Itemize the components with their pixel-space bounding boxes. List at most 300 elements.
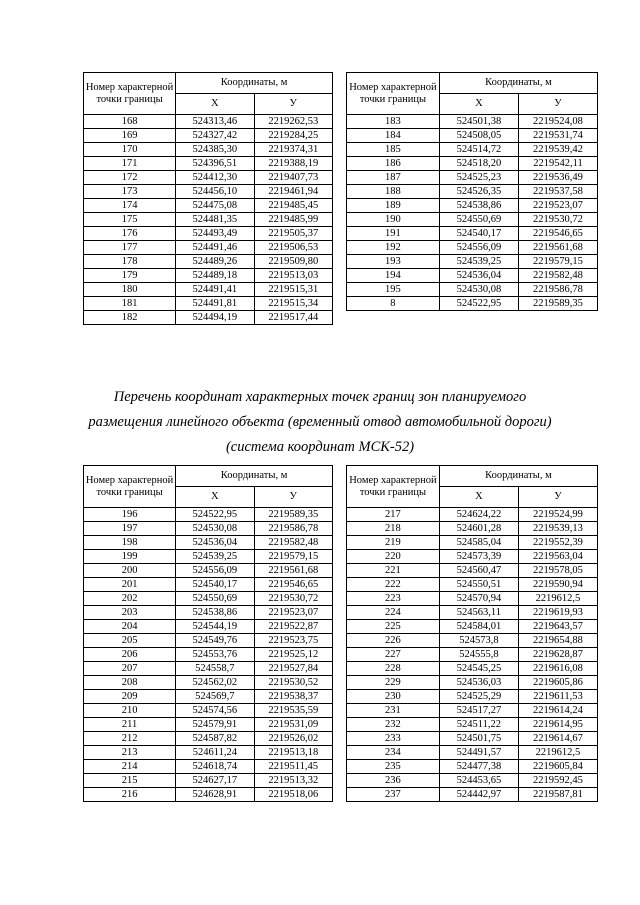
point-number-cell: 179 xyxy=(84,269,176,283)
point-number-cell: 237 xyxy=(347,788,440,802)
x-coordinate-cell: 524536,04 xyxy=(176,536,254,550)
point-number-cell: 216 xyxy=(84,788,176,802)
y-coordinate-cell: 2219587,81 xyxy=(518,788,597,802)
table-row xyxy=(84,774,333,788)
table-row xyxy=(84,283,333,297)
y-coordinate-cell: 2219589,35 xyxy=(254,508,332,522)
point-number-cell: 191 xyxy=(347,227,440,241)
point-number-cell: 229 xyxy=(347,676,440,690)
point-number-header: Номер характерной точки границы xyxy=(347,466,440,508)
y-coordinate-cell: 2219527,84 xyxy=(254,662,332,676)
point-number-cell: 213 xyxy=(84,746,176,760)
x-coordinate-cell: 524501,38 xyxy=(439,115,518,129)
point-number-cell: 197 xyxy=(84,522,176,536)
x-coordinate-cell: 524536,03 xyxy=(439,676,518,690)
table-row xyxy=(84,746,333,760)
x-coordinate-cell: 524494,19 xyxy=(176,311,254,325)
section-heading-line-2: размещения линейного объекта (временный отвод автомобильной дороги) xyxy=(88,414,552,430)
y-header: У xyxy=(518,487,597,508)
y-coordinate-cell: 2219485,45 xyxy=(254,199,332,213)
x-coordinate-cell: 524514,72 xyxy=(439,143,518,157)
y-coordinate-cell: 2219531,74 xyxy=(518,129,597,143)
point-number-cell: 214 xyxy=(84,760,176,774)
y-coordinate-cell: 2219515,34 xyxy=(254,297,332,311)
table-row xyxy=(84,227,333,241)
point-number-cell: 169 xyxy=(84,129,176,143)
y-coordinate-cell: 2219586,78 xyxy=(254,522,332,536)
point-number-cell: 187 xyxy=(347,171,440,185)
point-number-cell: 232 xyxy=(347,718,440,732)
point-number-cell: 180 xyxy=(84,283,176,297)
point-number-cell: 195 xyxy=(347,283,440,297)
y-coordinate-cell: 2219542,11 xyxy=(518,157,597,171)
x-coordinate-cell: 524611,24 xyxy=(176,746,254,760)
point-number-cell: 231 xyxy=(347,704,440,718)
x-coordinate-cell: 524481,35 xyxy=(176,213,254,227)
point-number-cell: 171 xyxy=(84,157,176,171)
x-coordinate-cell: 524618,74 xyxy=(176,760,254,774)
table-row xyxy=(347,227,598,241)
y-coordinate-cell: 2219563,04 xyxy=(518,550,597,564)
table-row xyxy=(84,199,333,213)
x-coordinate-cell: 524489,26 xyxy=(176,255,254,269)
x-coordinate-cell: 524530,08 xyxy=(176,522,254,536)
y-coordinate-cell: 2219579,15 xyxy=(254,550,332,564)
y-coordinate-cell: 2219536,49 xyxy=(518,171,597,185)
x-coordinate-cell: 524553,76 xyxy=(176,648,254,662)
y-coordinate-cell: 2219579,15 xyxy=(518,255,597,269)
point-number-cell: 225 xyxy=(347,620,440,634)
point-number-cell: 222 xyxy=(347,578,440,592)
table-row xyxy=(347,129,598,143)
point-number-cell: 175 xyxy=(84,213,176,227)
table-row xyxy=(84,311,333,325)
point-number-cell: 177 xyxy=(84,241,176,255)
x-coordinate-cell: 524573,39 xyxy=(439,550,518,564)
y-coordinate-cell: 2219524,99 xyxy=(518,508,597,522)
table-row xyxy=(84,648,333,662)
table-row xyxy=(84,704,333,718)
point-number-cell: 202 xyxy=(84,592,176,606)
table-row xyxy=(347,732,598,746)
x-coordinate-cell: 524560,47 xyxy=(439,564,518,578)
table-row xyxy=(84,760,333,774)
point-number-cell: 206 xyxy=(84,648,176,662)
point-number-cell: 236 xyxy=(347,774,440,788)
y-coordinate-cell: 2219505,37 xyxy=(254,227,332,241)
y-coordinate-cell: 2219374,31 xyxy=(254,143,332,157)
table-row xyxy=(84,620,333,634)
table-row xyxy=(84,592,333,606)
x-coordinate-cell: 524540,17 xyxy=(439,227,518,241)
x-coordinate-cell: 524562,02 xyxy=(176,676,254,690)
coordinates-header: Координаты, м xyxy=(439,73,597,94)
table-row xyxy=(84,634,333,648)
table-row xyxy=(347,508,598,522)
point-number-header: Номер характерной точки границы xyxy=(84,466,176,508)
point-number-cell: 190 xyxy=(347,213,440,227)
point-number-cell: 234 xyxy=(347,746,440,760)
table-row xyxy=(84,129,333,143)
table-row xyxy=(347,171,598,185)
table-row xyxy=(347,592,598,606)
coordinates-header: Координаты, м xyxy=(439,466,597,487)
x-coordinate-cell: 524550,69 xyxy=(439,213,518,227)
x-coordinate-cell: 524563,11 xyxy=(439,606,518,620)
y-coordinate-cell: 2219589,35 xyxy=(518,297,597,311)
y-coordinate-cell: 2219590,94 xyxy=(518,578,597,592)
x-coordinate-cell: 524628,91 xyxy=(176,788,254,802)
point-number-cell: 212 xyxy=(84,732,176,746)
y-coordinate-cell: 2219513,32 xyxy=(254,774,332,788)
y-coordinate-cell: 2219517,44 xyxy=(254,311,332,325)
y-coordinate-cell: 2219552,39 xyxy=(518,536,597,550)
x-coordinate-cell: 524558,7 xyxy=(176,662,254,676)
point-number-cell: 198 xyxy=(84,536,176,550)
y-coordinate-cell: 2219523,07 xyxy=(254,606,332,620)
point-number-cell: 220 xyxy=(347,550,440,564)
y-coordinate-cell: 2219539,13 xyxy=(518,522,597,536)
point-number-cell: 192 xyxy=(347,241,440,255)
table-row xyxy=(347,550,598,564)
x-coordinate-cell: 524522,95 xyxy=(176,508,254,522)
table-row xyxy=(84,788,333,802)
x-coordinate-cell: 524624,22 xyxy=(439,508,518,522)
y-coordinate-cell: 2219539,42 xyxy=(518,143,597,157)
x-coordinate-cell: 524556,09 xyxy=(176,564,254,578)
y-coordinate-cell: 2219523,75 xyxy=(254,634,332,648)
y-coordinate-cell: 2219605,86 xyxy=(518,676,597,690)
table-row xyxy=(347,578,598,592)
table-row xyxy=(347,746,598,760)
table-row xyxy=(84,578,333,592)
x-coordinate-cell: 524526,35 xyxy=(439,185,518,199)
table-row xyxy=(347,662,598,676)
table-row xyxy=(347,157,598,171)
table-row xyxy=(84,115,333,129)
x-coordinate-cell: 524477,38 xyxy=(439,760,518,774)
y-coordinate-cell: 2219284,25 xyxy=(254,129,332,143)
point-number-cell: 178 xyxy=(84,255,176,269)
y-coordinate-cell: 2219611,53 xyxy=(518,690,597,704)
point-number-cell: 230 xyxy=(347,690,440,704)
x-header: X xyxy=(176,94,254,115)
x-coordinate-cell: 524525,29 xyxy=(439,690,518,704)
x-coordinate-cell: 524412,30 xyxy=(176,171,254,185)
x-coordinate-cell: 524584,01 xyxy=(439,620,518,634)
x-coordinate-cell: 524570,94 xyxy=(439,592,518,606)
x-coordinate-cell: 524530,08 xyxy=(439,283,518,297)
table-header-row xyxy=(84,466,333,487)
point-number-cell: 172 xyxy=(84,171,176,185)
point-number-cell: 173 xyxy=(84,185,176,199)
x-coordinate-cell: 524539,25 xyxy=(176,550,254,564)
table-row xyxy=(84,732,333,746)
y-coordinate-cell: 2219485,99 xyxy=(254,213,332,227)
x-coordinate-cell: 524573,8 xyxy=(439,634,518,648)
x-coordinate-cell: 524525,23 xyxy=(439,171,518,185)
x-coordinate-cell: 524556,09 xyxy=(439,241,518,255)
point-number-cell: 223 xyxy=(347,592,440,606)
x-coordinate-cell: 524579,91 xyxy=(176,718,254,732)
x-coordinate-cell: 524385,30 xyxy=(176,143,254,157)
table-row xyxy=(84,297,333,311)
table-row xyxy=(84,662,333,676)
x-coordinate-cell: 524550,69 xyxy=(176,592,254,606)
x-coordinate-cell: 524489,18 xyxy=(176,269,254,283)
point-number-cell: 182 xyxy=(84,311,176,325)
y-coordinate-cell: 2219407,73 xyxy=(254,171,332,185)
y-coordinate-cell: 2219526,02 xyxy=(254,732,332,746)
x-coordinate-cell: 524508,05 xyxy=(439,129,518,143)
table-row xyxy=(347,690,598,704)
x-coordinate-cell: 524550,51 xyxy=(439,578,518,592)
table-row xyxy=(347,704,598,718)
y-coordinate-cell: 2219616,08 xyxy=(518,662,597,676)
point-number-cell: 227 xyxy=(347,648,440,662)
y-coordinate-cell: 2219619,93 xyxy=(518,606,597,620)
x-coordinate-cell: 524518,20 xyxy=(439,157,518,171)
point-number-cell: 199 xyxy=(84,550,176,564)
table-row xyxy=(347,115,598,129)
point-number-cell: 184 xyxy=(347,129,440,143)
x-coordinate-cell: 524491,41 xyxy=(176,283,254,297)
table-row xyxy=(347,185,598,199)
table-row xyxy=(347,199,598,213)
y-coordinate-cell: 2219612,5 xyxy=(518,592,597,606)
point-number-cell: 221 xyxy=(347,564,440,578)
point-number-cell: 193 xyxy=(347,255,440,269)
table-row xyxy=(84,143,333,157)
point-number-cell: 168 xyxy=(84,115,176,129)
y-header: У xyxy=(254,487,332,508)
point-number-cell: 208 xyxy=(84,676,176,690)
x-coordinate-cell: 524453,65 xyxy=(439,774,518,788)
x-coordinate-cell: 524493,49 xyxy=(176,227,254,241)
y-coordinate-cell: 2219592,45 xyxy=(518,774,597,788)
y-coordinate-cell: 2219531,09 xyxy=(254,718,332,732)
point-number-cell: 194 xyxy=(347,269,440,283)
y-header: У xyxy=(254,94,332,115)
y-coordinate-cell: 2219561,68 xyxy=(254,564,332,578)
table-row xyxy=(84,508,333,522)
x-coordinate-cell: 524538,86 xyxy=(176,606,254,620)
point-number-cell: 226 xyxy=(347,634,440,648)
table-row xyxy=(347,620,598,634)
x-coordinate-cell: 524396,51 xyxy=(176,157,254,171)
point-number-cell: 189 xyxy=(347,199,440,213)
x-coordinate-cell: 524569,7 xyxy=(176,690,254,704)
point-number-cell: 203 xyxy=(84,606,176,620)
table-row xyxy=(84,676,333,690)
table-row xyxy=(84,718,333,732)
table-row xyxy=(347,269,598,283)
x-header: X xyxy=(439,94,518,115)
point-number-cell: 211 xyxy=(84,718,176,732)
point-number-cell: 174 xyxy=(84,199,176,213)
x-coordinate-cell: 524627,17 xyxy=(176,774,254,788)
point-number-header: Номер характерной точки границы xyxy=(84,73,176,115)
y-coordinate-cell: 2219513,18 xyxy=(254,746,332,760)
y-coordinate-cell: 2219614,24 xyxy=(518,704,597,718)
y-coordinate-cell: 2219515,31 xyxy=(254,283,332,297)
table-row xyxy=(84,522,333,536)
point-number-cell: 218 xyxy=(347,522,440,536)
x-coordinate-cell: 524585,04 xyxy=(439,536,518,550)
coordinates-header: Координаты, м xyxy=(176,73,333,94)
x-header: X xyxy=(439,487,518,508)
table-row xyxy=(347,774,598,788)
table-row xyxy=(84,550,333,564)
x-coordinate-cell: 524491,57 xyxy=(439,746,518,760)
x-coordinate-cell: 524601,28 xyxy=(439,522,518,536)
point-number-cell: 215 xyxy=(84,774,176,788)
coordinates-table-2 xyxy=(346,72,598,311)
x-coordinate-cell: 524475,08 xyxy=(176,199,254,213)
x-coordinate-cell: 524517,27 xyxy=(439,704,518,718)
y-coordinate-cell: 2219511,45 xyxy=(254,760,332,774)
table-row xyxy=(347,297,598,311)
y-coordinate-cell: 2219524,08 xyxy=(518,115,597,129)
x-coordinate-cell: 524456,10 xyxy=(176,185,254,199)
y-coordinate-cell: 2219614,95 xyxy=(518,718,597,732)
y-coordinate-cell: 2219578,05 xyxy=(518,564,597,578)
point-number-cell: 201 xyxy=(84,578,176,592)
y-coordinate-cell: 2219513,03 xyxy=(254,269,332,283)
y-coordinate-cell: 2219582,48 xyxy=(254,536,332,550)
y-coordinate-cell: 2219506,53 xyxy=(254,241,332,255)
y-coordinate-cell: 2219582,48 xyxy=(518,269,597,283)
section-heading-line-1: Перечень координат характерных точек границ зон планируемого xyxy=(113,389,527,405)
y-coordinate-cell: 2219530,72 xyxy=(254,592,332,606)
y-coordinate-cell: 2219546,65 xyxy=(254,578,332,592)
y-coordinate-cell: 2219523,07 xyxy=(518,199,597,213)
x-coordinate-cell: 524501,75 xyxy=(439,732,518,746)
y-coordinate-cell: 2219546,65 xyxy=(518,227,597,241)
point-number-cell: 170 xyxy=(84,143,176,157)
section-heading-line-3: (система координат МСК-52) xyxy=(225,439,415,455)
y-coordinate-cell: 2219522,87 xyxy=(254,620,332,634)
y-coordinate-cell: 2219614,67 xyxy=(518,732,597,746)
table-row xyxy=(347,241,598,255)
y-coordinate-cell: 2219530,52 xyxy=(254,676,332,690)
x-coordinate-cell: 524587,82 xyxy=(176,732,254,746)
y-coordinate-cell: 2219643,57 xyxy=(518,620,597,634)
y-coordinate-cell: 2219605,84 xyxy=(518,760,597,774)
point-number-cell: 183 xyxy=(347,115,440,129)
x-coordinate-cell: 524313,46 xyxy=(176,115,254,129)
table-row xyxy=(347,255,598,269)
table-row xyxy=(347,648,598,662)
table-row xyxy=(347,536,598,550)
coordinates-table-3 xyxy=(83,465,333,802)
point-number-cell: 233 xyxy=(347,732,440,746)
y-coordinate-cell: 2219561,68 xyxy=(518,241,597,255)
table-row xyxy=(84,269,333,283)
x-coordinate-cell: 524511,22 xyxy=(439,718,518,732)
table-row xyxy=(347,143,598,157)
point-number-cell: 209 xyxy=(84,690,176,704)
y-coordinate-cell: 2219537,58 xyxy=(518,185,597,199)
table-row xyxy=(84,536,333,550)
x-coordinate-cell: 524540,17 xyxy=(176,578,254,592)
point-number-cell: 8 xyxy=(347,297,440,311)
x-coordinate-cell: 524327,42 xyxy=(176,129,254,143)
table-row xyxy=(347,522,598,536)
table-row xyxy=(84,606,333,620)
y-coordinate-cell: 2219388,19 xyxy=(254,157,332,171)
table-row xyxy=(347,788,598,802)
point-number-header: Номер характерной точки границы xyxy=(347,73,440,115)
point-number-cell: 188 xyxy=(347,185,440,199)
y-coordinate-cell: 2219535,59 xyxy=(254,704,332,718)
x-coordinate-cell: 524491,81 xyxy=(176,297,254,311)
y-coordinate-cell: 2219654,88 xyxy=(518,634,597,648)
table-row xyxy=(84,690,333,704)
table-row xyxy=(347,718,598,732)
table-header-row xyxy=(347,466,598,487)
table-row xyxy=(347,760,598,774)
coordinates-header: Координаты, м xyxy=(176,466,333,487)
point-number-cell: 200 xyxy=(84,564,176,578)
x-coordinate-cell: 524536,04 xyxy=(439,269,518,283)
table-header-row xyxy=(84,73,333,94)
table-row xyxy=(347,564,598,578)
table-row xyxy=(347,213,598,227)
y-coordinate-cell: 2219612,5 xyxy=(518,746,597,760)
y-coordinate-cell: 2219509,80 xyxy=(254,255,332,269)
y-coordinate-cell: 2219586,78 xyxy=(518,283,597,297)
coordinates-table-4 xyxy=(346,465,598,802)
point-number-cell: 205 xyxy=(84,634,176,648)
point-number-cell: 235 xyxy=(347,760,440,774)
point-number-cell: 181 xyxy=(84,297,176,311)
table-row xyxy=(84,241,333,255)
table-row xyxy=(84,213,333,227)
x-header: X xyxy=(176,487,254,508)
x-coordinate-cell: 524574,56 xyxy=(176,704,254,718)
point-number-cell: 217 xyxy=(347,508,440,522)
y-coordinate-cell: 2219530,72 xyxy=(518,213,597,227)
y-coordinate-cell: 2219262,53 xyxy=(254,115,332,129)
x-coordinate-cell: 524544,19 xyxy=(176,620,254,634)
point-number-cell: 207 xyxy=(84,662,176,676)
table-row xyxy=(84,564,333,578)
table-row xyxy=(84,185,333,199)
table-row xyxy=(84,157,333,171)
x-coordinate-cell: 524545,25 xyxy=(439,662,518,676)
coordinates-table-1 xyxy=(83,72,333,325)
x-coordinate-cell: 524491,46 xyxy=(176,241,254,255)
x-coordinate-cell: 524555,8 xyxy=(439,648,518,662)
x-coordinate-cell: 524522,95 xyxy=(439,297,518,311)
y-coordinate-cell: 2219461,94 xyxy=(254,185,332,199)
x-coordinate-cell: 524538,86 xyxy=(439,199,518,213)
point-number-cell: 219 xyxy=(347,536,440,550)
point-number-cell: 185 xyxy=(347,143,440,157)
y-coordinate-cell: 2219525,12 xyxy=(254,648,332,662)
table-row xyxy=(347,606,598,620)
table-row xyxy=(347,634,598,648)
x-coordinate-cell: 524539,25 xyxy=(439,255,518,269)
table-header-row xyxy=(347,73,598,94)
y-coordinate-cell: 2219518,06 xyxy=(254,788,332,802)
point-number-cell: 228 xyxy=(347,662,440,676)
point-number-cell: 210 xyxy=(84,704,176,718)
y-header: У xyxy=(518,94,597,115)
y-coordinate-cell: 2219538,37 xyxy=(254,690,332,704)
table-row xyxy=(347,283,598,297)
